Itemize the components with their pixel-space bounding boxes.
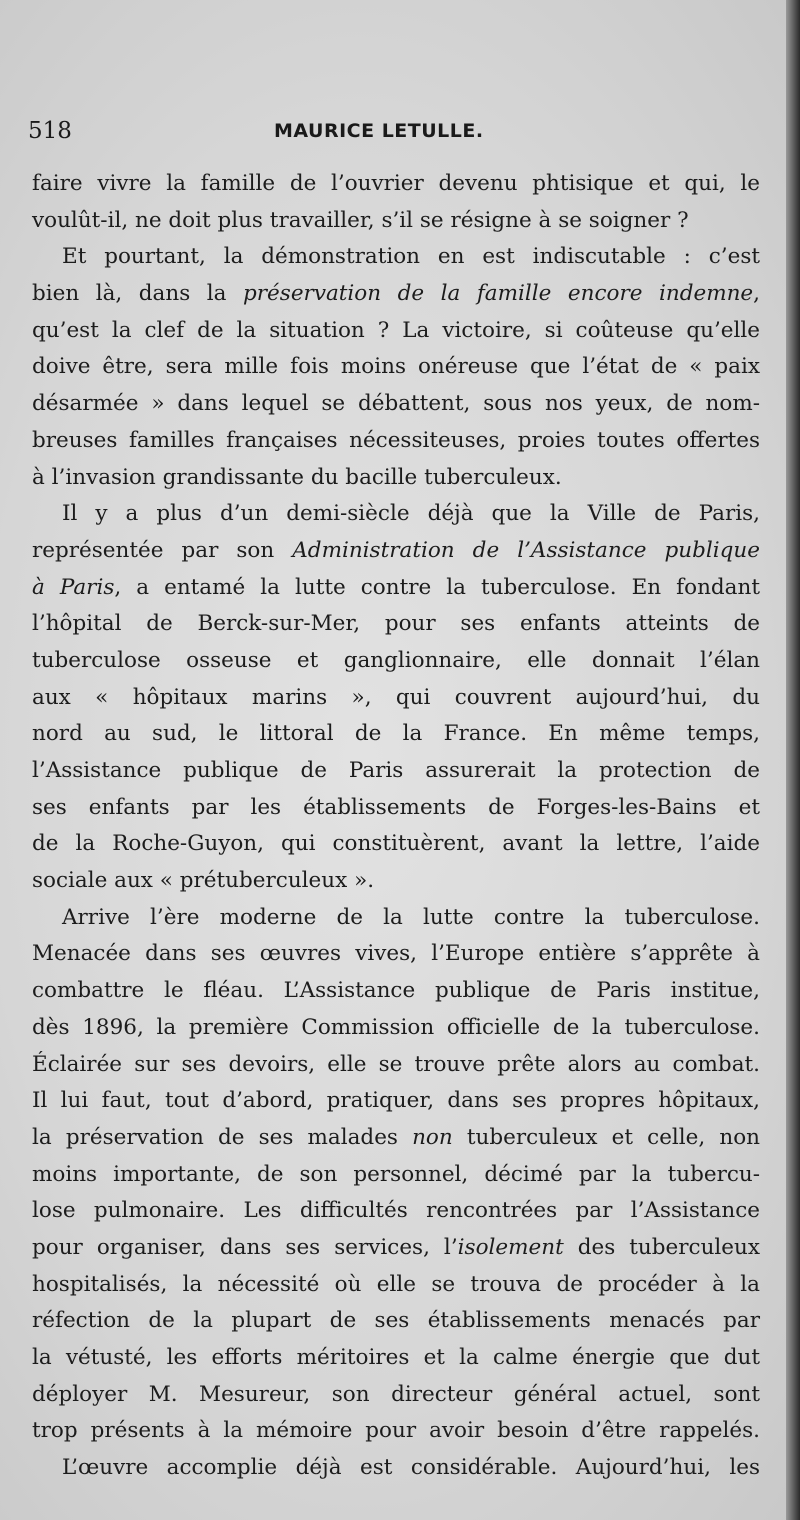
text-segment: nord au sud, le littoral de la France. En même temps, [32,721,760,747]
text-segment: lose pulmonaire. Les difficultés rencontrées par l’Assistance [32,1198,760,1224]
text-segment: combattre le fléau. L’Assistance publique de Paris institue, [32,978,760,1004]
italic-text: à Paris [32,574,115,600]
text-line [32,1303,760,1340]
text-segment: doive être, sera mille fois moins onéreuse que l’état de « paix [32,354,760,380]
running-head: MAURICE LETULLE. [274,120,484,142]
text-segment: breuses familles françaises nécessiteuses, proies toutes offertes [32,427,760,453]
text-line [32,1450,760,1487]
text-line [32,349,760,386]
text-segment: , a entamé la lutte contre la tuberculose. En fondant [114,574,760,600]
text-line [32,533,760,570]
text-line [32,313,760,350]
text-line [32,790,760,827]
text-line [32,570,760,607]
text-line [32,460,760,497]
text-segment: voulût-il, ne doit plus travailler, s’il se résigne à se soigner ? [32,207,689,233]
text-segment: la vétusté, les efforts méritoires et la calme énergie que dut [32,1345,760,1370]
text-segment: hospitalisés, la nécessité où elle se trouva de procéder à la [32,1271,760,1297]
text-line [32,900,760,937]
text-line [32,936,760,973]
text-segment: qu’est la clef de la situation ? La victoire, si coûteuse qu’elle [32,317,760,343]
text-segment: , [753,281,760,307]
text-line [32,1230,760,1267]
text-line [32,166,760,203]
text-line [32,753,760,790]
text-line [32,1340,760,1377]
text-line [32,973,760,1010]
text-segment: ses enfants par les établissements de Forges-les-Bains et [32,794,760,820]
text-line [32,716,760,753]
page-header [28,112,768,152]
text-line [32,1120,760,1157]
text-line [32,496,760,533]
text-line [32,863,760,900]
text-segment: Il lui faut, tout d’abord, pratiquer, dans ses propres hôpitaux, [32,1088,760,1114]
italic-text: préservation de la famille encore indemne [243,281,754,307]
text-segment: la préservation de ses malades [32,1124,413,1150]
text-line [32,423,760,460]
body-text [32,166,760,1487]
text-segment: faire vivre la famille de l’ouvrier devenu phtisique et qui, le [32,171,760,196]
text-line [32,1157,760,1194]
text-line [32,203,760,240]
text-line [32,386,760,423]
text-segment: Il y a plus d’un demi-siècle déjà que la Ville de Paris, [62,501,760,527]
italic-text: isolement [457,1234,564,1260]
book-spine-shadow [786,0,800,1520]
text-line [32,1377,760,1414]
italic-text: non [412,1124,453,1150]
text-segment: de la Roche-Guyon, qui constituèrent, avant la lettre, l’aide [32,831,760,857]
text-line [32,643,760,680]
text-segment: l’Assistance publique de Paris assurerait la protection de [32,758,760,783]
text-segment: Et pourtant, la démonstration en est indiscutable : c’est [62,244,760,270]
text-segment: des tuberculeux [563,1234,761,1260]
text-segment: pour organiser, dans ses services, l’ [32,1234,458,1260]
text-line [32,276,760,313]
text-line [32,1047,760,1084]
text-line [32,826,760,863]
text-line [32,680,760,717]
text-line [32,1083,760,1120]
text-segment: Éclairée sur ses devoirs, elle se trouve prête alors au combat. [32,1051,760,1077]
text-line [32,1010,760,1047]
text-segment: moins importante, de son personnel, décimé par la tubercu- [32,1161,760,1187]
italic-text: Administration de l’Assistance publique [292,537,760,563]
text-segment: sociale aux « prétuberculeux ». [32,868,375,894]
text-segment: bien là, dans la [32,281,244,307]
text-segment: représentée par son [32,537,293,563]
text-line [32,1193,760,1230]
text-segment: aux « hôpitaux marins », qui couvrent aujourd’hui, du [32,684,760,710]
text-line [32,239,760,276]
text-segment: réfection de la plupart de ses établissements menacés par [32,1308,760,1334]
text-segment: dès 1896, la première Commission officielle de la tuberculose. [32,1014,760,1040]
text-segment: l’hôpital de Berck-sur-Mer, pour ses enfants atteints de [32,611,760,637]
text-segment: à l’invasion grandissante du bacille tuberculeux. [32,464,562,490]
text-segment: tuberculeux et celle, non [452,1124,760,1150]
text-segment: trop présents à la mémoire pour avoir besoin d’être rappelés. [32,1418,760,1444]
text-line [32,606,760,643]
text-segment: désarmée » dans lequel se débattent, sous nos yeux, de nom- [32,391,760,417]
text-segment: Menacée dans ses œuvres vives, l’Europe entière s’apprête à [32,941,760,967]
text-line [32,1413,760,1450]
page-number: 518 [28,118,72,144]
text-segment: Arrive l’ère moderne de la lutte contre la tuberculose. [62,904,760,930]
text-line [32,1267,760,1304]
text-segment: L’œuvre accomplie déjà est considérable. Aujourd’hui, les [62,1455,760,1481]
text-segment: tuberculose osseuse et ganglionnaire, elle donnait l’élan [32,647,760,673]
text-segment: déployer M. Mesureur, son directeur général actuel, sont [32,1381,760,1407]
